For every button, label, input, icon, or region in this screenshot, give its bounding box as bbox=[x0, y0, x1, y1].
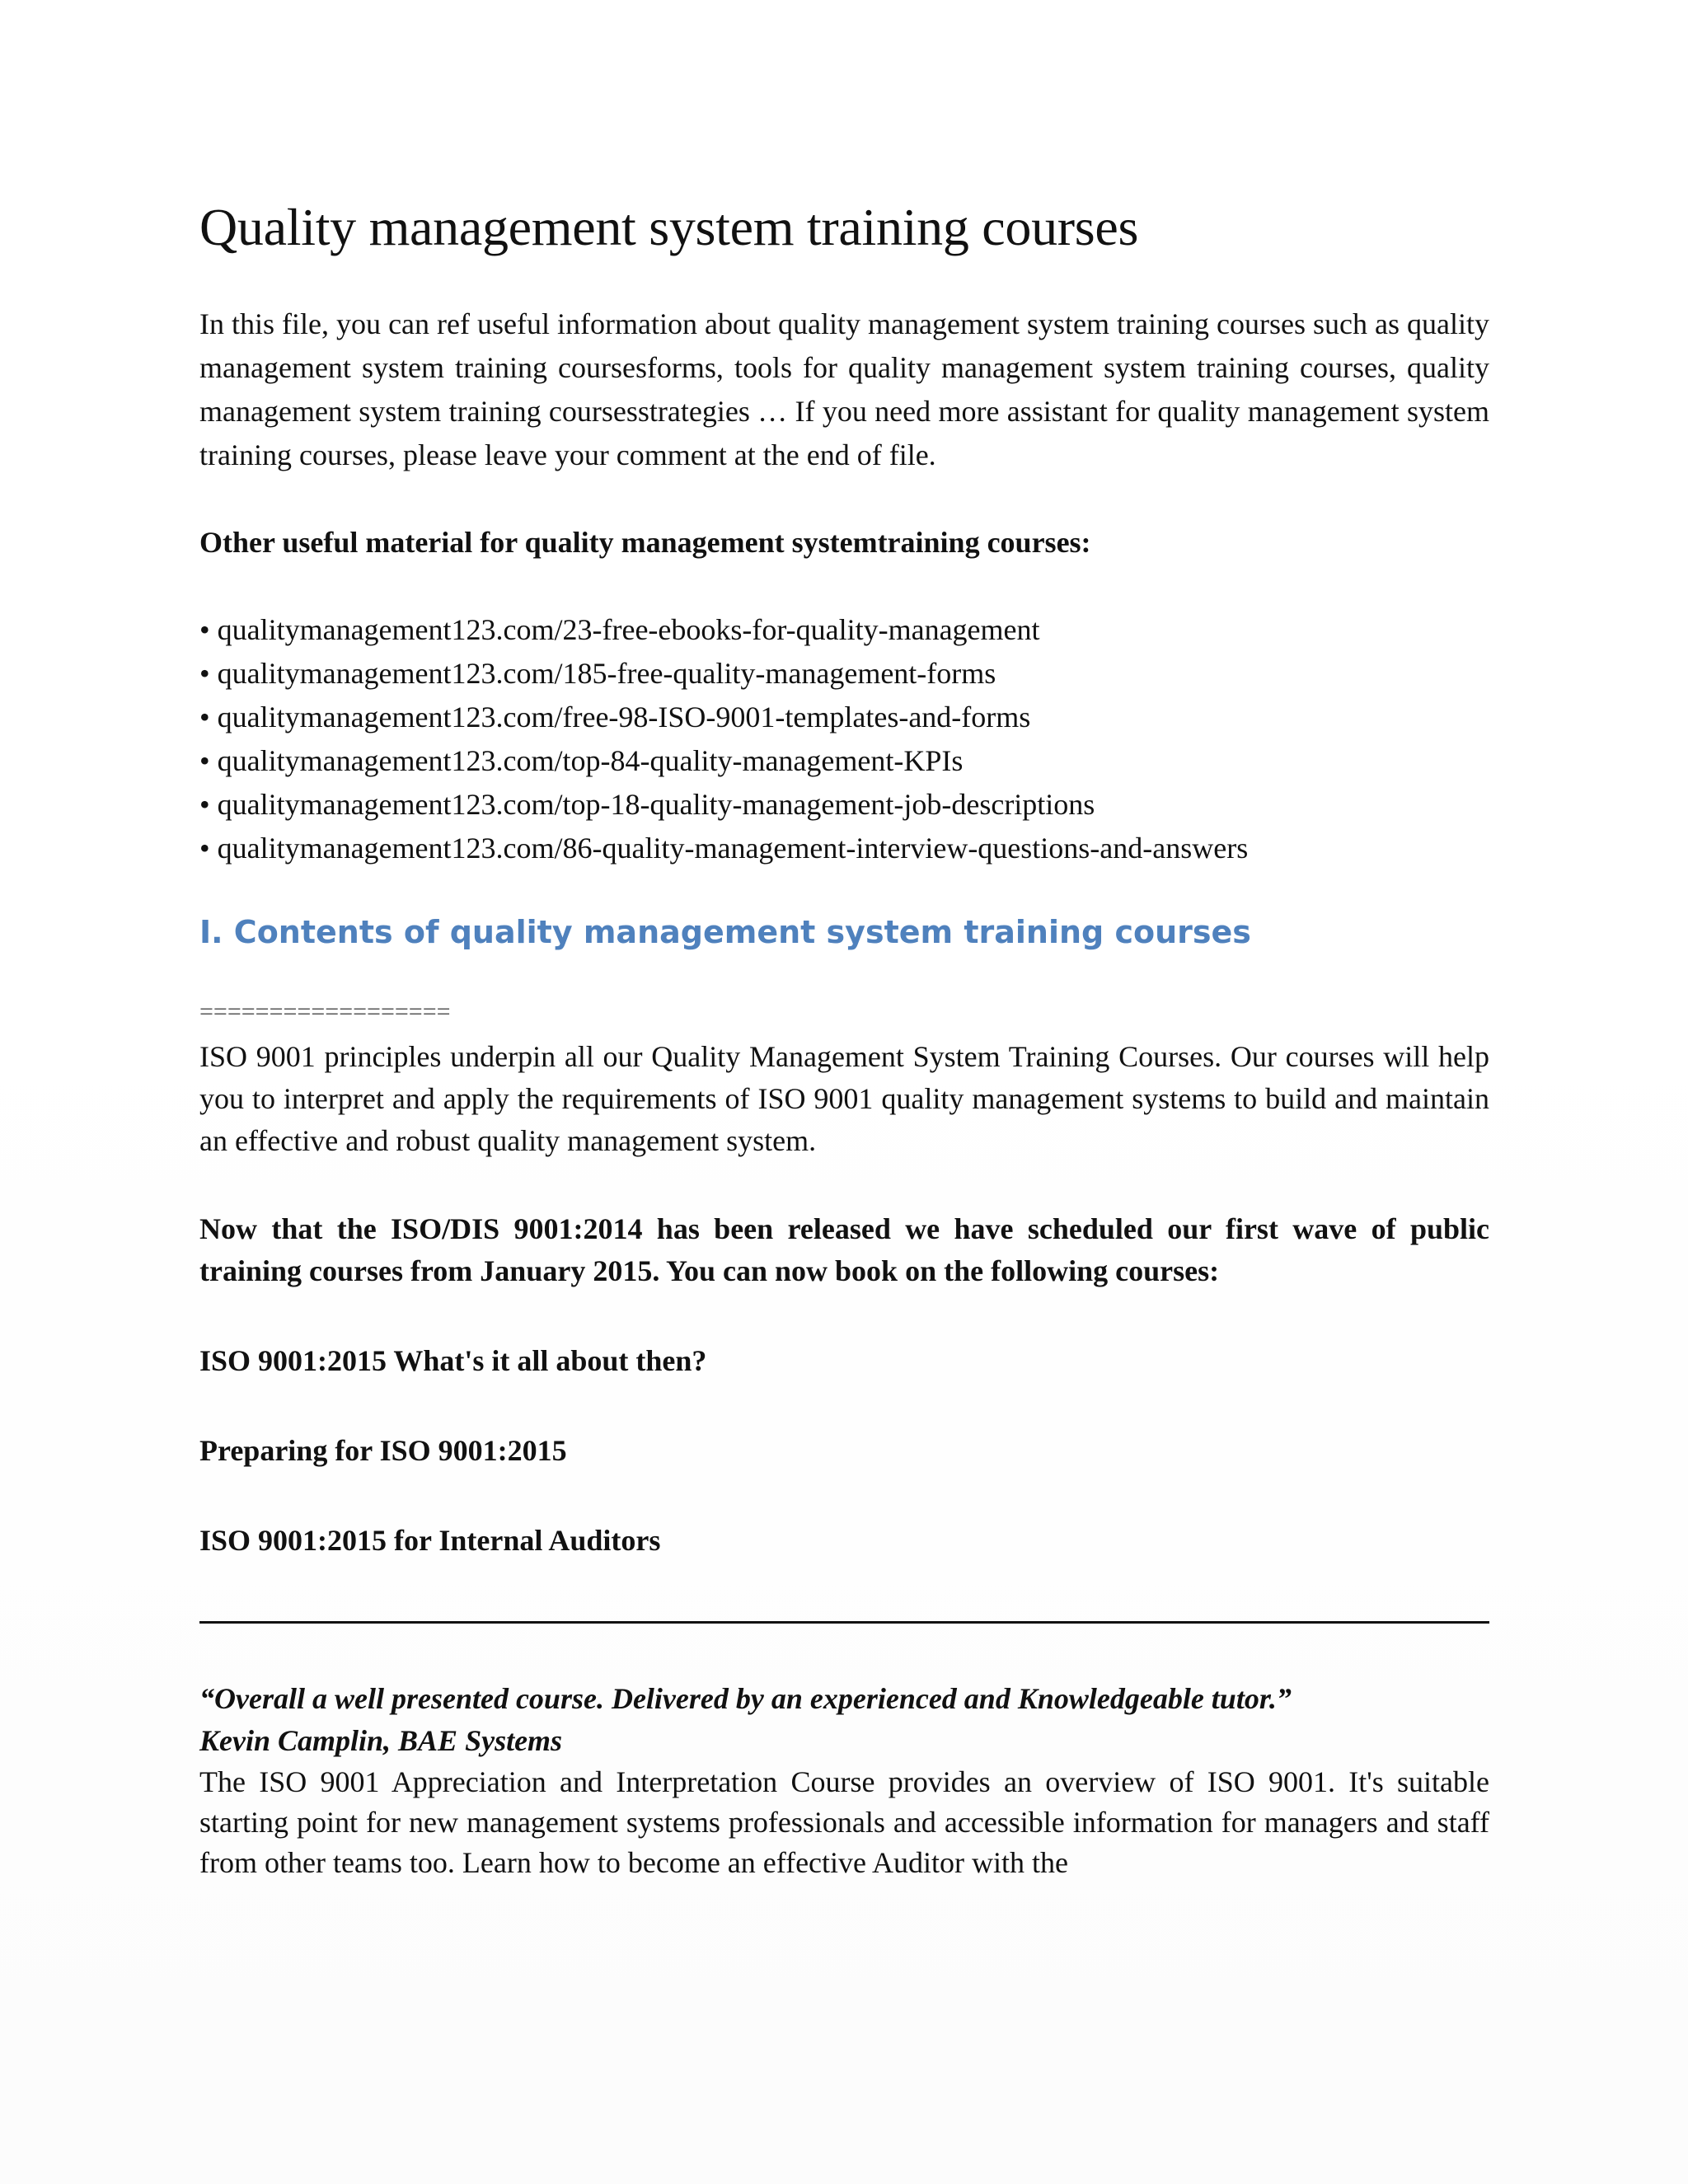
equals-separator: ================== bbox=[199, 998, 451, 1025]
course-title: ISO 9001:2015 What's it all about then? bbox=[199, 1344, 707, 1377]
other-material-heading: Other useful material for quality management systemtraining courses: bbox=[199, 526, 1091, 559]
announcement-paragraph: Now that the ISO/DIS 9001:2014 has been released we have scheduled our first wave of public training courses from January 2015. You can now book on the following courses: bbox=[199, 1212, 1489, 1287]
resource-link[interactable]: • qualitymanagement123.com/top-84-quality-management-KPIs bbox=[199, 739, 1489, 783]
resource-link[interactable]: • qualitymanagement123.com/86-quality-management-interview-questions-and-answers bbox=[199, 827, 1489, 870]
resource-link[interactable]: • qualitymanagement123.com/top-18-quality-management-job-descriptions bbox=[199, 783, 1489, 827]
document-body bbox=[199, 190, 1489, 1883]
page-title: Quality management system training courses bbox=[199, 198, 1139, 256]
course-title: ISO 9001:2015 for Internal Auditors bbox=[199, 1524, 661, 1557]
resource-link[interactable]: • qualitymanagement123.com/23-free-ebooks-for-quality-management bbox=[199, 608, 1489, 652]
resource-link[interactable]: • qualitymanagement123.com/free-98-ISO-9001-templates-and-forms bbox=[199, 696, 1489, 739]
section-heading: I. Contents of quality management system training courses bbox=[199, 914, 1251, 950]
resource-link[interactable]: • qualitymanagement123.com/185-free-quality-management-forms bbox=[199, 652, 1489, 696]
horizontal-rule bbox=[199, 1621, 1489, 1624]
resource-link-list bbox=[199, 608, 1489, 870]
closing-paragraph: The ISO 9001 Appreciation and Interpretation Course provides an overview of ISO 9001. It's suitable starting point for new management systems professionals and accessible information for managers and staff from other teams too. Learn how to become an effective Auditor with the bbox=[199, 1765, 1489, 1879]
testimonial-quote: “Overall a well presented course. Delivered by an experienced and Knowledgeable tutor.” Kevin Camplin, BAE Systems bbox=[199, 1682, 1292, 1757]
intro-paragraph: In this file, you can ref useful information about quality management system training courses such as quality management system training coursesforms, tools for quality management system training courses, quality management system training coursesstrategies … If you need more assistant for quality management system training courses, please leave your comment at the end of file. bbox=[199, 307, 1489, 471]
section-paragraph: ISO 9001 principles underpin all our Quality Management System Training Courses. Our courses will help you to interpret and apply the requirements of ISO 9001 quality management systems to build and maintain an effective and robust quality management system. bbox=[199, 1040, 1489, 1157]
course-title: Preparing for ISO 9001:2015 bbox=[199, 1434, 567, 1467]
